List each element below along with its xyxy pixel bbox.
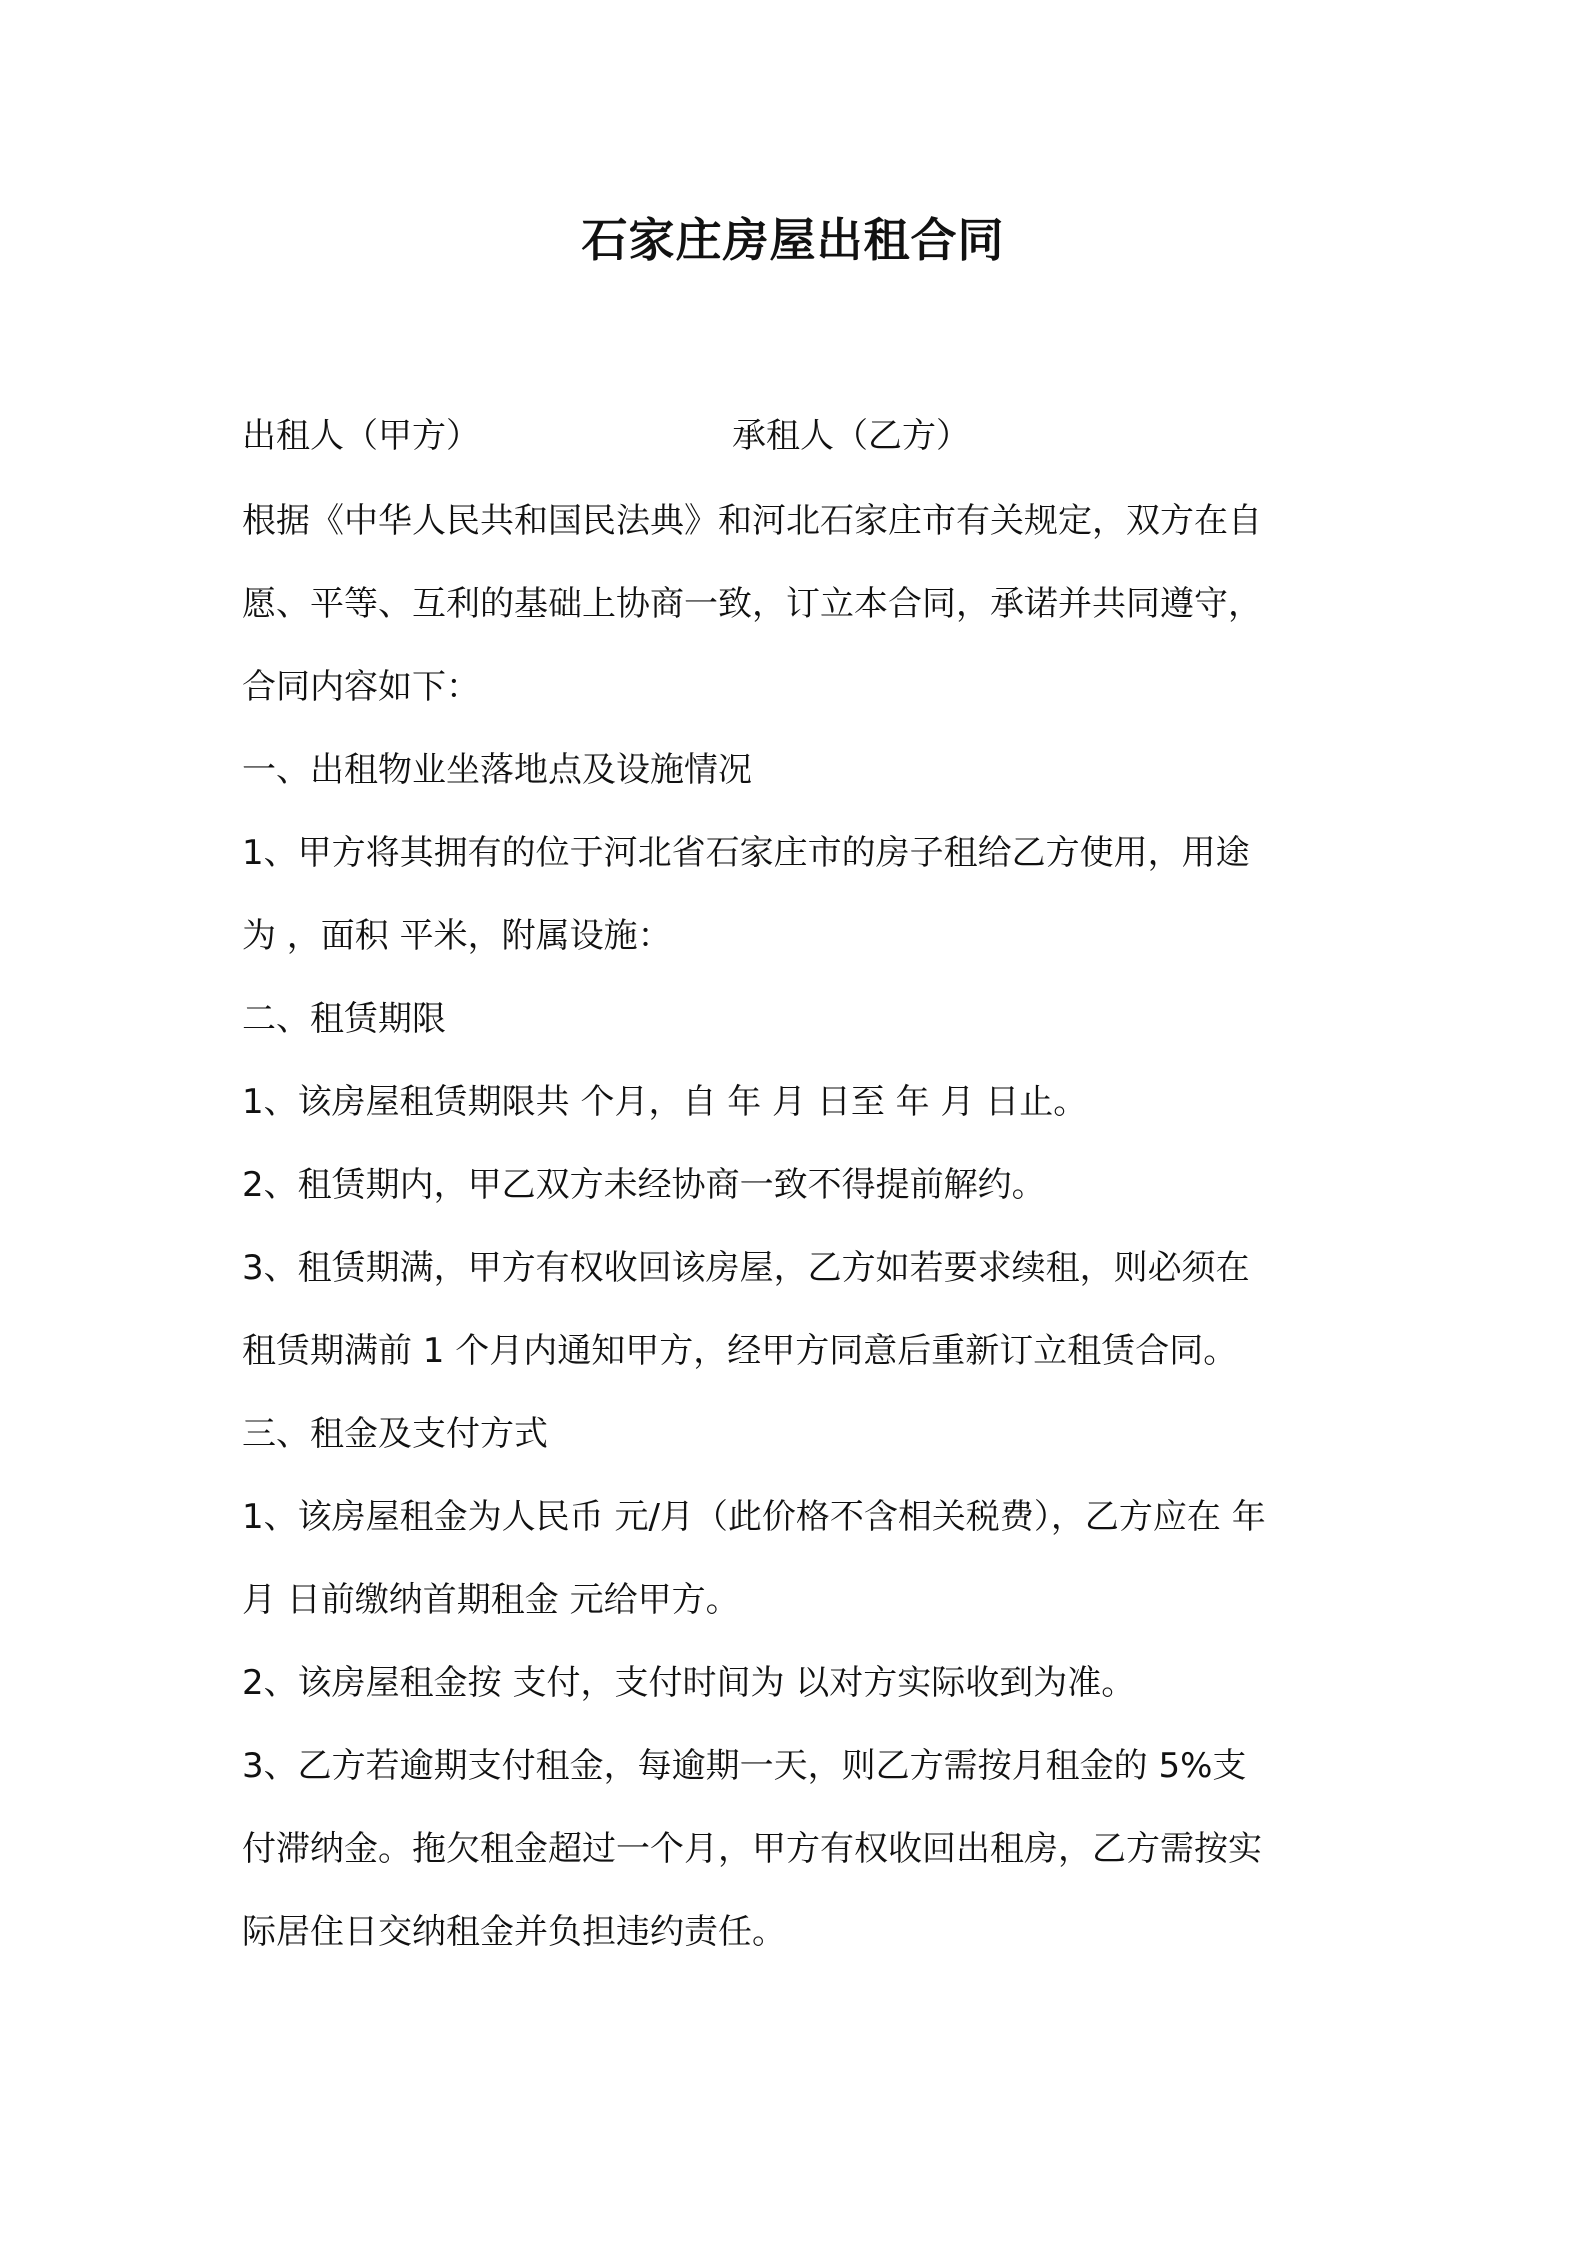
- clause-2-2: 2、租赁期内，甲乙双方未经协商一致不得提前解约。: [242, 1165, 1046, 1205]
- clause-2-1: 1、该房屋租赁期限共 个月，自 年 月 日至 年 月 日止。: [242, 1082, 1088, 1122]
- clause-3-3-line-1: 3、乙方若逾期支付租金，每逾期一天，则乙方需按月租金的 5%支: [242, 1746, 1247, 1786]
- lessee-label: 承租人（乙方）: [732, 416, 970, 456]
- document-title: 石家庄房屋出租合同: [581, 213, 1005, 267]
- section-heading-3: 三、租金及支付方式: [242, 1414, 548, 1454]
- line-intro-3: 合同内容如下：: [242, 667, 480, 707]
- clause-1-1-line-1: 1、甲方将其拥有的位于河北省石家庄市的房子租给乙方使用，用途: [242, 833, 1250, 873]
- clause-1-1-line-2: 为 ，面积 平米，附属设施：: [242, 916, 672, 956]
- clause-2-3-line-2: 租赁期满前 1 个月内通知甲方，经甲方同意后重新订立租赁合同。: [242, 1331, 1238, 1371]
- line-intro-2: 愿、平等、互利的基础上协商一致，订立本合同，承诺并共同遵守，: [242, 584, 1262, 624]
- clause-2-3-line-1: 3、租赁期满，甲方有权收回该房屋，乙方如若要求续租，则必须在: [242, 1248, 1250, 1288]
- clause-3-3-line-3: 际居住日交纳租金并负担违约责任。: [242, 1912, 786, 1952]
- line-intro-1: 根据《中华人民共和国民法典》和河北石家庄市有关规定，双方在自: [242, 501, 1262, 541]
- clause-3-1-line-1: 1、该房屋租金为人民币 元/月（此价格不含相关税费），乙方应在 年: [242, 1497, 1266, 1537]
- parties-row: [242, 415, 1352, 457]
- clause-3-3-line-2: 付滞纳金。拖欠租金超过一个月，甲方有权收回出租房，乙方需按实: [242, 1829, 1262, 1869]
- section-heading-2: 二、租赁期限: [242, 999, 446, 1039]
- clause-3-1-line-2: 月 日前缴纳首期租金 元给甲方。: [242, 1580, 740, 1620]
- clause-3-2: 2、该房屋租金按 支付，支付时间为 以对方实际收到为准。: [242, 1663, 1136, 1703]
- section-heading-1: 一、出租物业坐落地点及设施情况: [242, 750, 752, 790]
- lessor-label: 出租人（甲方）: [242, 416, 480, 456]
